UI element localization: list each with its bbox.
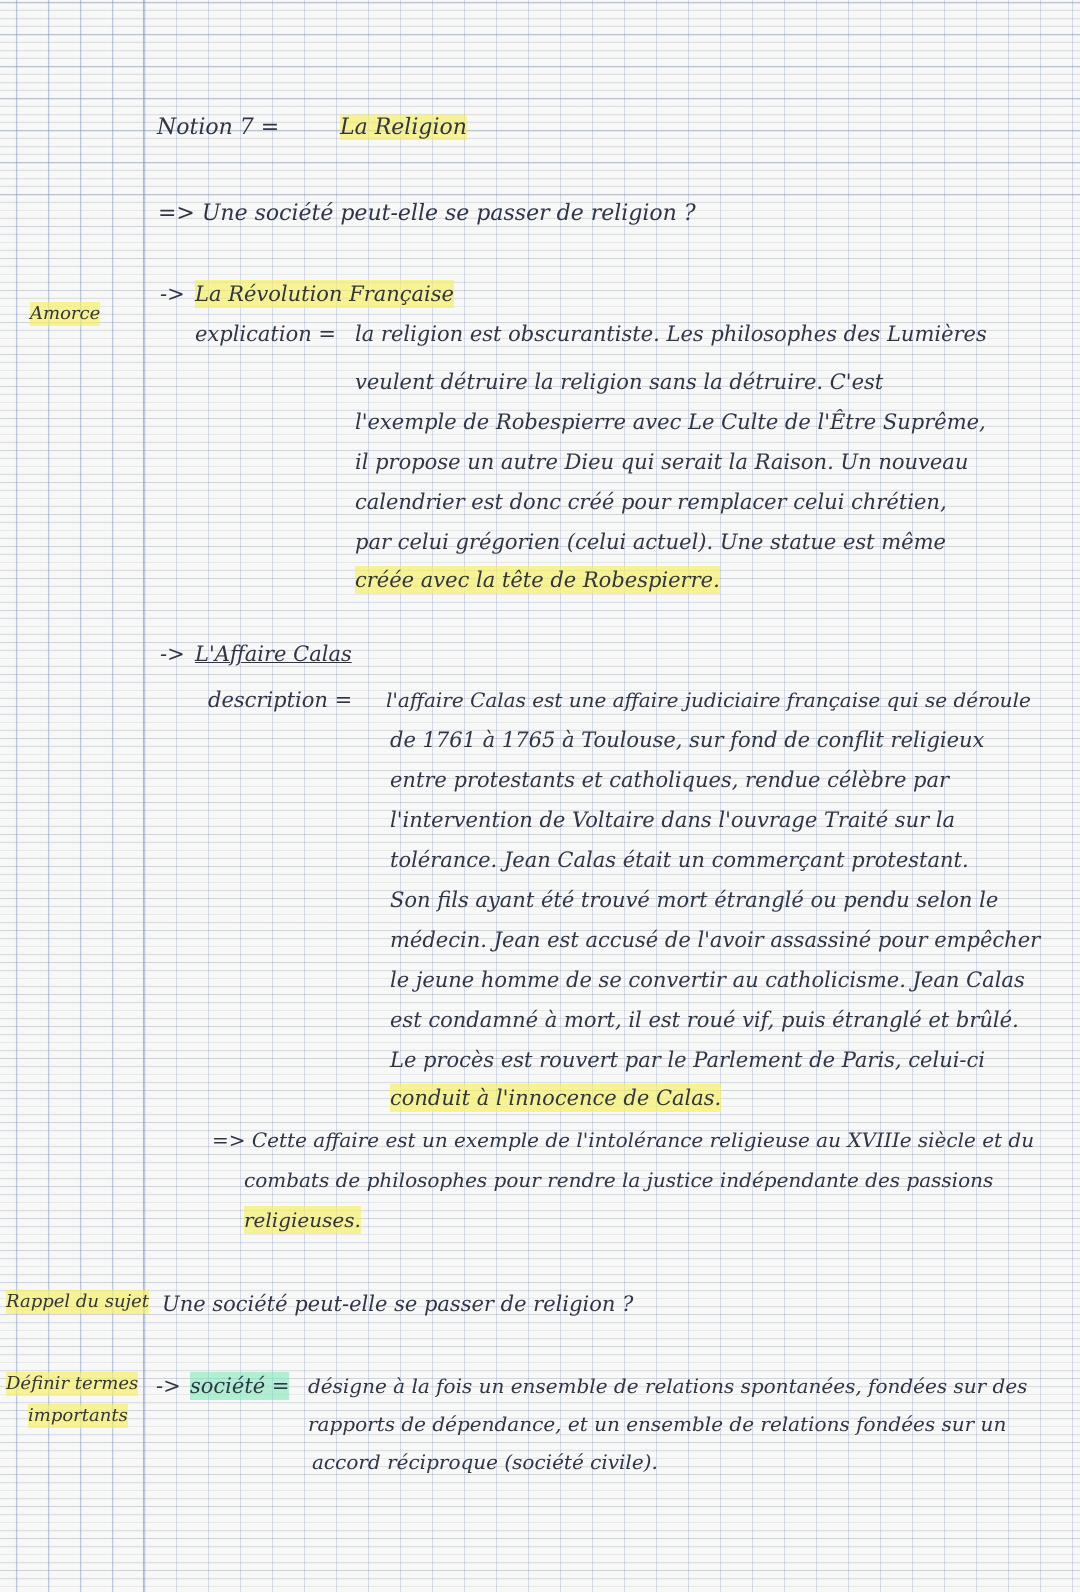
- sidebar-amorce: Amorce: [30, 303, 101, 324]
- section2-line: l'affaire Calas est une affaire judiciaire française qui se déroule: [386, 688, 1031, 712]
- rappel-text: Une société peut-elle se passer de religion ?: [162, 1292, 634, 1316]
- definition-line: désigne à la fois un ensemble de relations spontanées, fondées sur des: [308, 1374, 1028, 1398]
- definition-arrow: ->: [156, 1374, 181, 1398]
- section1-heading: La Révolution Française: [195, 282, 454, 306]
- section2-line: tolérance. Jean Calas était un commerçant protestant.: [390, 848, 969, 872]
- sidebar-definir-1: Définir termes: [6, 1373, 139, 1394]
- section1-line: veulent détruire la religion sans la détruire. C'est: [355, 370, 884, 394]
- section2-arrow: ->: [160, 642, 185, 666]
- section2-line: l'intervention de Voltaire dans l'ouvrage Traité sur la: [390, 808, 956, 832]
- section1-line: par celui grégorien (celui actuel). Une statue est même: [355, 530, 946, 554]
- conclusion-line: combats de philosophes pour rendre la justice indépendante des passions: [244, 1168, 994, 1192]
- section1-line: l'exemple de Robespierre avec Le Culte de l'Être Suprême,: [355, 410, 986, 434]
- section2-line: entre protestants et catholiques, rendue célèbre par: [390, 768, 950, 792]
- notion-number: Notion 7 =: [157, 115, 280, 140]
- section2-line: médecin. Jean est accusé de l'avoir assassiné pour empêcher: [390, 928, 1041, 952]
- definition-term: société =: [190, 1374, 290, 1398]
- section2-line: est condamné à mort, il est roué vif, puis étranglé et brûlé.: [390, 1008, 1019, 1032]
- section2-line: le jeune homme de se convertir au catholicisme. Jean Calas: [390, 968, 1025, 992]
- main-question: => Une société peut-elle se passer de religion ?: [158, 201, 696, 226]
- section1-line: la religion est obscurantiste. Les philosophes des Lumières: [355, 322, 987, 346]
- section1-line: créée avec la tête de Robespierre.: [355, 568, 720, 592]
- section2-label: description =: [208, 688, 353, 712]
- definition-line: rapports de dépendance, et un ensemble de relations fondées sur un: [308, 1412, 1007, 1436]
- section1-arrow: ->: [160, 282, 185, 306]
- section1-line: il propose un autre Dieu qui serait la Raison. Un nouveau: [355, 450, 969, 474]
- section2-line: conduit à l'innocence de Calas.: [390, 1086, 722, 1110]
- definition-line: accord réciproque (société civile).: [312, 1450, 658, 1474]
- sidebar-definir-2: importants: [28, 1405, 128, 1426]
- page-title: La Religion: [340, 115, 467, 140]
- section2-line: Le procès est rouvert par le Parlement de Paris, celui-ci: [390, 1048, 986, 1072]
- conclusion-line: => Cette affaire est un exemple de l'intolérance religieuse au XVIIIe siècle et du: [212, 1128, 1035, 1152]
- section2-heading: L'Affaire Calas: [195, 642, 352, 666]
- section1-line: calendrier est donc créé pour remplacer celui chrétien,: [355, 490, 947, 514]
- section2-line: Son fils ayant été trouvé mort étranglé ou pendu selon le: [390, 888, 999, 912]
- section1-label: explication =: [195, 322, 337, 346]
- conclusion-line: religieuses.: [244, 1208, 361, 1232]
- sidebar-rappel: Rappel du sujet: [6, 1291, 150, 1312]
- section2-line: de 1761 à 1765 à Toulouse, sur fond de conflit religieux: [390, 728, 985, 752]
- margin-line: [143, 0, 144, 1592]
